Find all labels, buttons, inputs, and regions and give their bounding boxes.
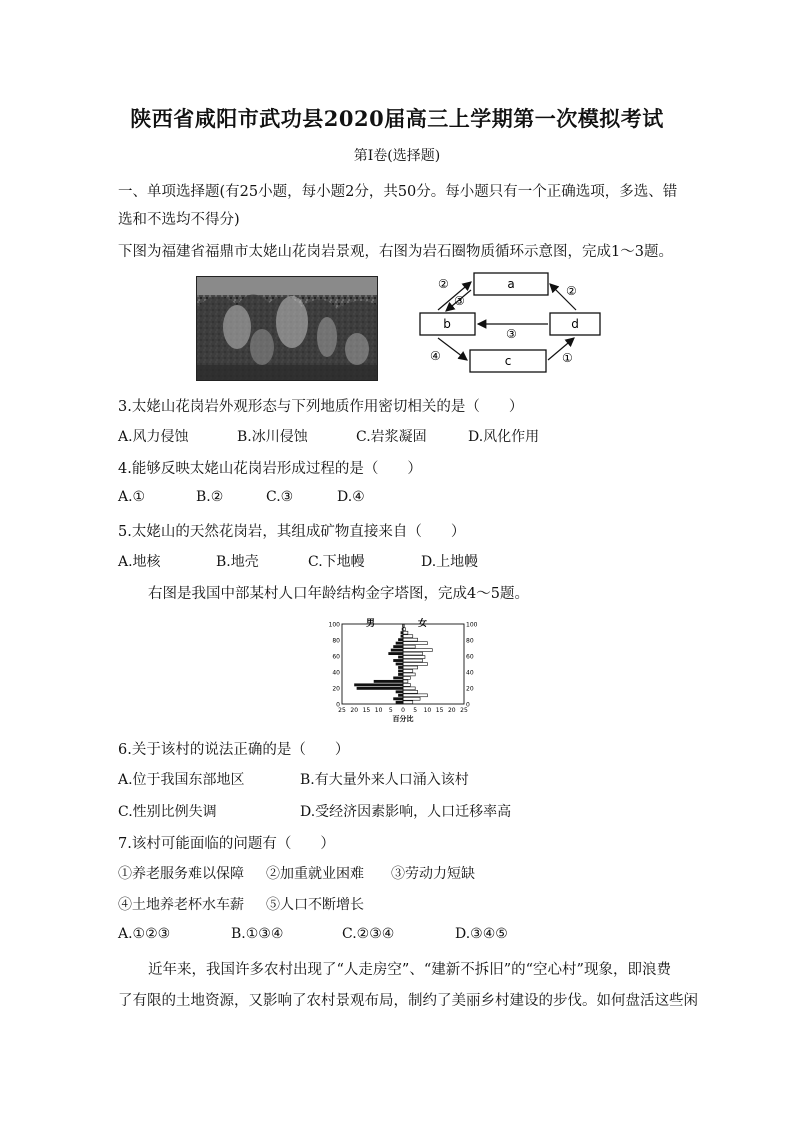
question-intro-1-3: 下图为福建省福鼎市太姥山花岗岩景观，右图为岩石圈物质循环示意图，完成1～3题。 — [118, 244, 673, 260]
pyramid-male-bar — [398, 670, 403, 673]
q4-options — [118, 489, 718, 509]
pyramid-female-bar — [403, 663, 427, 666]
q4-option-b[interactable]: B.② — [196, 489, 224, 505]
q6-options-row1 — [118, 769, 718, 789]
pyramid-x-tick: 10 — [374, 707, 383, 714]
section-intro-line1: 一、单项选择题(有25小题，每小题2分，共50分。每小题只有一个正确选项，多选、错 — [118, 184, 678, 200]
pyramid-female-label: 女 — [418, 619, 428, 629]
q7-item-1: ①养老服务难以保障 — [118, 866, 244, 882]
passage-line1: 近年来，我国许多农村出现了“人走房空”、“建新不拆旧”的“空心村”现象，即浪费 — [148, 962, 671, 978]
q7-option-c[interactable]: C.②③④ — [342, 926, 395, 942]
q7-option-a[interactable]: A.①②③ — [118, 926, 171, 942]
arrow-label-c-d: ① — [562, 351, 573, 365]
arrow-label-d-b: ③ — [506, 327, 517, 341]
arrow-label-b-a: ② — [438, 277, 449, 291]
q3-option-a[interactable]: A.风力侵蚀 — [118, 429, 189, 445]
pyramid-male-bar — [398, 638, 403, 641]
q6-option-c[interactable]: C.性别比例失调 — [118, 804, 217, 820]
pyramid-x-tick: 20 — [447, 707, 456, 714]
pyramid-x-tick: 5 — [413, 707, 418, 714]
pyramid-female-bar — [403, 697, 420, 700]
q3-stem: 3.太姥山花岗岩外观形态与下列地质作用密切相关的是（ ） — [118, 399, 524, 415]
pyramid-male-bar — [396, 663, 403, 666]
arrow-label-d-a: ② — [566, 284, 577, 298]
pyramid-x-tick: 25 — [460, 707, 468, 714]
q4-option-c[interactable]: C.③ — [266, 489, 294, 505]
pyramid-male-bar — [398, 666, 403, 669]
pyramid-male-bar — [357, 687, 403, 690]
q5-option-b[interactable]: B.地壳 — [216, 554, 259, 570]
pyramid-x-tick: 15 — [362, 707, 371, 714]
q4-option-d[interactable]: D.④ — [337, 489, 365, 505]
q7-item-5: ⑤人口不断增长 — [266, 897, 364, 913]
q6-stem: 6.关于该村的说法正确的是（ ） — [118, 742, 350, 758]
arrow-label-a-b: ③ — [454, 294, 465, 308]
rock-cycle-diagram — [416, 268, 606, 384]
pyramid-female-bar — [403, 638, 418, 641]
arrow-label-b-c: ④ — [430, 349, 441, 363]
q7-items-row2 — [118, 894, 718, 914]
pyramid-male-bar — [388, 652, 403, 655]
pyramid-female-bar — [403, 701, 413, 704]
pyramid-y-tick-left: 0 — [336, 701, 340, 709]
pyramid-y-tick-right: 40 — [466, 669, 474, 677]
pyramid-male-bar — [391, 649, 403, 652]
pyramid-y-tick-left: 60 — [332, 653, 340, 661]
pyramid-male-bar — [396, 701, 403, 704]
pyramid-y-tick-right: 0 — [466, 701, 470, 709]
q7-stem: 7.该村可能面临的问题有（ ） — [118, 836, 335, 852]
question-intro-6-7: 右图是我国中部某村人口年龄结构金字塔图，完成4～5题。 — [148, 586, 529, 602]
box-b-label: b — [443, 317, 451, 331]
pyramid-y-tick-right: 100 — [466, 621, 478, 629]
granite-landscape-photo — [196, 276, 378, 381]
q7-item-3: ③劳动力短缺 — [391, 866, 475, 882]
pyramid-male-bar — [396, 690, 403, 693]
q5-option-c[interactable]: C.下地幔 — [308, 554, 365, 570]
pyramid-y-tick-left: 20 — [332, 685, 340, 693]
pyramid-female-bar — [403, 683, 410, 686]
pyramid-male-bar — [393, 676, 403, 679]
q5-option-d[interactable]: D.上地幔 — [421, 554, 479, 570]
population-pyramid-chart — [320, 616, 480, 728]
q7-option-b[interactable]: B.①③④ — [231, 926, 284, 942]
q5-stem: 5.太姥山的天然花岗岩，其组成矿物直接来自（ ） — [118, 524, 466, 540]
pyramid-x-tick: 15 — [435, 707, 444, 714]
pyramid-y-tick-right: 80 — [466, 637, 474, 645]
pyramid-female-bar — [403, 680, 408, 683]
pyramid-male-bar — [398, 656, 403, 659]
q7-items-row1 — [118, 863, 718, 883]
pyramid-female-bar — [403, 694, 427, 697]
q5-option-a[interactable]: A.地核 — [118, 554, 161, 570]
pyramid-female-bar — [403, 690, 418, 693]
pyramid-male-bar — [393, 645, 403, 648]
q3-options — [118, 426, 718, 446]
q6-option-a[interactable]: A.位于我国东部地区 — [118, 772, 245, 788]
pyramid-female-bar — [403, 666, 418, 669]
pyramid-y-tick-right: 60 — [466, 653, 474, 661]
pyramid-female-bar — [403, 673, 415, 676]
q3-option-c[interactable]: C.岩浆凝固 — [356, 429, 427, 445]
pyramid-female-bar — [403, 649, 432, 652]
pyramid-y-tick-right: 20 — [466, 685, 474, 693]
pyramid-male-bar — [398, 694, 403, 697]
pyramid-female-bar — [403, 631, 408, 634]
q7-options — [118, 926, 718, 946]
page-title: 陕西省咸阳市武功县2020届高三上学期第一次模拟考试 — [130, 106, 664, 131]
pyramid-female-bar — [403, 656, 425, 659]
pyramid-x-tick: 10 — [423, 707, 432, 714]
q7-item-4: ④土地养老杯水车薪 — [118, 897, 244, 913]
pyramid-y-tick-left: 100 — [328, 621, 340, 629]
pyramid-male-bar — [398, 673, 403, 676]
q7-item-2: ②加重就业困难 — [266, 866, 364, 882]
q7-option-d[interactable]: D.③④⑤ — [455, 926, 508, 942]
q6-option-b[interactable]: B.有大量外来人口涌入该村 — [300, 772, 469, 788]
page-subtitle: 第I卷(选择题) — [353, 148, 441, 164]
pyramid-male-bar — [374, 680, 403, 683]
pyramid-female-bar — [403, 670, 413, 673]
q6-options-row2 — [118, 801, 718, 821]
pyramid-female-bar — [403, 659, 423, 662]
pyramid-male-label: 男 — [366, 619, 376, 629]
pyramid-x-tick: 0 — [401, 707, 405, 714]
q5-options — [118, 551, 718, 571]
passage-line2: 了有限的土地资源，又影响了农村景观布局，制约了美丽乡村建设的步伐。如何盘活这些闲 — [118, 993, 698, 1009]
pyramid-female-bar — [403, 676, 410, 679]
pyramid-female-bar — [403, 687, 415, 690]
q3-option-d[interactable]: D.风化作用 — [468, 429, 540, 445]
pyramid-male-bar — [396, 642, 403, 645]
pyramid-y-tick-left: 40 — [332, 669, 340, 677]
pyramid-y-tick-left: 80 — [332, 637, 340, 645]
pyramid-male-bar — [393, 697, 403, 700]
box-c-label: c — [504, 354, 512, 368]
section-intro-line2: 选和不选均不得分) — [118, 212, 240, 228]
q6-option-d[interactable]: D.受经济因素影响，人口迁移率高 — [300, 804, 512, 820]
box-a-label: a — [507, 277, 515, 291]
q4-stem: 4.能够反映太姥山花岗岩形成过程的是（ ） — [118, 461, 422, 477]
pyramid-x-axis-label: 百分比 — [392, 715, 414, 723]
box-d-label: d — [571, 317, 579, 331]
pyramid-male-bar — [393, 659, 403, 662]
pyramid-female-bar — [403, 642, 427, 645]
q3-option-b[interactable]: B.冰川侵蚀 — [237, 429, 308, 445]
pyramid-female-bar — [403, 645, 415, 648]
pyramid-x-tick: 25 — [338, 707, 346, 714]
pyramid-x-tick: 5 — [388, 707, 393, 714]
pyramid-female-bar — [403, 635, 413, 638]
q4-option-a[interactable]: A.① — [118, 489, 146, 505]
pyramid-male-bar — [354, 683, 403, 686]
pyramid-x-tick: 20 — [350, 707, 359, 714]
pyramid-female-bar — [403, 652, 423, 655]
